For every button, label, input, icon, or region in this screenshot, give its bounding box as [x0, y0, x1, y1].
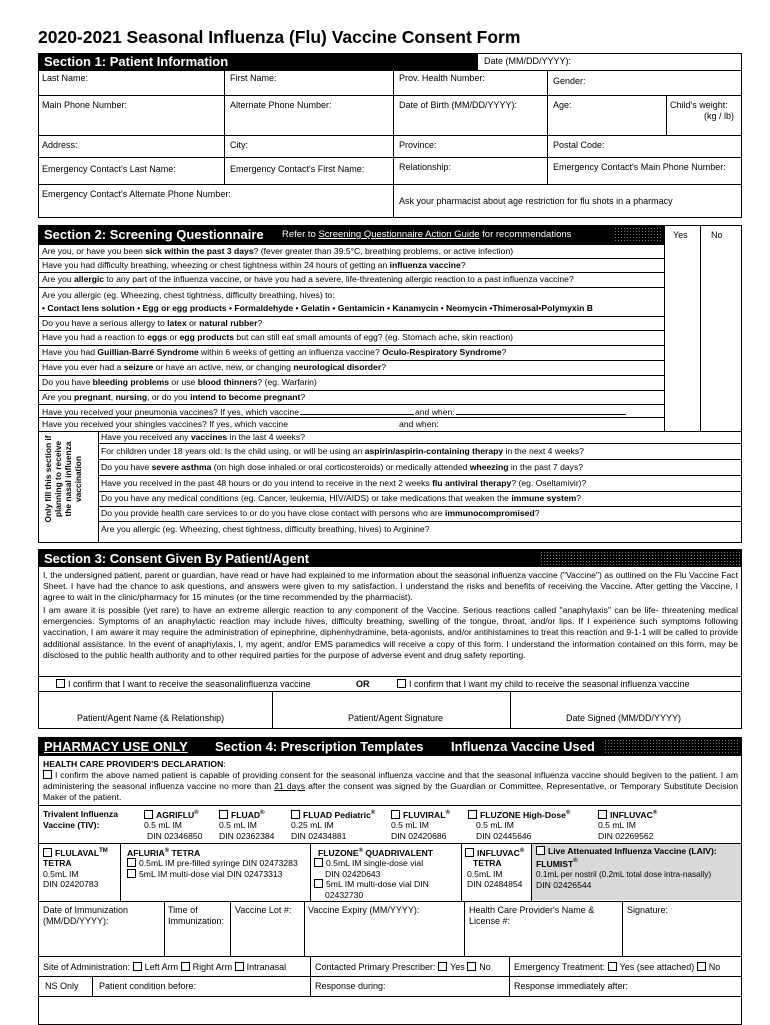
hcp-name-license-field[interactable]: Health Care Provider's Name & License #: [469, 905, 595, 926]
intranasal-option[interactable]: Intranasal [235, 962, 287, 972]
left-arm-option[interactable]: Left Arm [133, 962, 179, 972]
age-restriction-note: Ask your pharmacist about age restriction for flu shots in a pharmacy [399, 196, 673, 206]
fluzone-q-option-2[interactable]: 5mL IM multi-dose vial DIN [314, 879, 429, 889]
vaccine-fluad[interactable]: FLUAD® 0.5 mL IM DIN 02362384 [219, 809, 275, 841]
checkbox-icon[interactable] [235, 962, 244, 971]
vaccine-fluad-pediatric[interactable]: FLUAD Pediatric® 0.25 mL IM DIN 02434881 [291, 809, 376, 841]
emergency-treatment: Emergency Treatment: Yes (see attached) No [514, 962, 721, 972]
postal-field[interactable]: Postal Code: [553, 140, 605, 150]
afluria-option-1[interactable]: 0.5mL IM pre-filled syringe DIN 02473283 [127, 858, 298, 868]
consent-or: OR [356, 679, 370, 689]
checkbox-icon[interactable] [127, 858, 136, 867]
date-of-immunization-field[interactable]: Date of Immunization (MM/DD/YYYY): [43, 905, 129, 926]
address-field[interactable]: Address: [42, 140, 78, 150]
consent-child-checkbox[interactable]: I confirm that I want my child to receive the seasonal influenza vaccine [397, 679, 690, 689]
nasal-questions [98, 431, 742, 543]
health-number-field[interactable]: Prov. Health Number: [399, 73, 485, 83]
province-field[interactable]: Province: [399, 140, 437, 150]
question-allergic-components[interactable]: Are you allergic (eg. Wheezing, chest tightness, difficulty breathing, hives) to: • Contact lens solution • Egg or egg products • Formaldehyde • Gelatin • Gentamicin • Kanamycin • Neomycin •Thimerosal•Polymyxin B [38, 287, 664, 316]
hcp-declaration-text[interactable]: I confirm the above named patient is capable of providing consent for the seasonal influenza vaccine and that the seasonal influenza vaccine should begiven to the patient. I am administering the seasonal influenza vaccine no more than 21 days after the consent was signed by the Guardian or Committee, Representative, or Temporary Substitute Decision Maker of the patient. [43, 770, 738, 803]
checkbox-icon[interactable] [697, 962, 706, 971]
vaccine-agriflu[interactable]: AGRIFLU® 0.5 mL IM DIN 02346850 [144, 809, 203, 841]
question-sick[interactable]: Are you, or have you been sick within the past 3 days? (fever greater than 39.5°C, breathing problems, or active infection) [38, 244, 664, 258]
checkbox-icon[interactable] [314, 879, 323, 888]
checkbox-icon[interactable] [598, 810, 607, 819]
date-field[interactable]: Date (MM/DD/YYYY): [484, 56, 572, 66]
no-column-header: No [711, 230, 723, 240]
gender-field[interactable]: Gender: [553, 76, 586, 86]
fluzone-q-option-1[interactable]: 0.5mL IM single-dose vial [314, 858, 423, 868]
ec-last-name-field[interactable]: Emergency Contact's Last Name: [42, 164, 176, 174]
ec-main-phone-field[interactable]: Emergency Contact's Main Phone Number: [553, 162, 726, 172]
first-name-field[interactable]: First Name: [230, 73, 277, 83]
question-pregnant[interactable]: Are you pregnant, nursing, or do you intend to become pregnant? [38, 390, 664, 404]
question-shingles[interactable]: Have you received your shingles vaccines? If yes, which vaccine and when: [38, 417, 664, 431]
question-aspirin[interactable]: For children under 18 years old: Is the child using, or will be using an aspirin/aspirin-containing therapy in the next 4 weeks? [101, 446, 584, 456]
checkbox-icon[interactable] [397, 679, 406, 688]
date-signed-field[interactable]: Date Signed (MM/DD/YYYY) [566, 713, 682, 723]
right-arm-option[interactable]: Right Arm [181, 962, 233, 972]
prescriber-no-option[interactable]: No [467, 962, 491, 972]
checkbox-icon[interactable] [127, 869, 136, 878]
question-asthma[interactable]: Do you have severe asthma (on high dose inhaled or oral corticosteroids) or medically attended wheezing in the past 7 days? [101, 462, 584, 472]
dob-field[interactable]: Date of Birth (MM/DD/YYYY): [399, 100, 518, 110]
question-immunocompromised[interactable]: Do you provide health care services to or do you have close contact with persons who are immunocompromised? [101, 508, 540, 518]
last-name-field[interactable]: Last Name: [42, 73, 89, 83]
question-bleeding[interactable]: Do you have bleeding problems or use blood thinners? (eg. Warfarin) [38, 375, 664, 390]
checkbox-icon[interactable] [438, 962, 447, 971]
question-latex[interactable]: Do you have a serious allergy to latex or natural rubber? [38, 316, 664, 330]
city-field[interactable]: City: [230, 140, 248, 150]
childs-weight-unit: (kg / lb) [704, 111, 735, 121]
section3-title: Section 3: Consent Given By Patient/Agent [44, 551, 310, 566]
site-of-administration: Site of Administration: Left Arm Right Arm Intranasal [43, 962, 287, 972]
checkbox-icon[interactable] [536, 846, 545, 855]
pharmacy-use-only: PHARMACY USE ONLY [44, 739, 188, 754]
prescriber-yes-option[interactable]: Yes [438, 962, 465, 972]
patient-agent-signature-field[interactable]: Patient/Agent Signature [348, 713, 444, 723]
section2-refer-note: Refer to Screening Questionnaire Action Guide for recommendations [282, 229, 572, 240]
ec-first-name-field[interactable]: Emergency Contact's First Name: [230, 164, 365, 174]
checkbox-icon[interactable] [291, 810, 300, 819]
checkbox-icon[interactable] [314, 858, 323, 867]
hcp-signature-field[interactable]: Signature: [627, 905, 669, 915]
ns-only-label: NS Only [45, 981, 79, 991]
section4-title-2: Influenza Vaccine Used [451, 739, 595, 754]
time-of-immunization-field[interactable]: Time of Immunization: [168, 905, 225, 926]
checkbox-icon[interactable] [467, 962, 476, 971]
checkbox-icon[interactable] [608, 962, 617, 971]
response-after-field[interactable]: Response immediately after: [514, 981, 629, 991]
checkbox-icon[interactable] [43, 770, 52, 779]
checkbox-icon[interactable] [56, 679, 65, 688]
question-pneumonia[interactable]: Have you received your pneumonia vaccines? If yes, which vaccine and when: [38, 404, 664, 417]
checkbox-icon[interactable] [468, 810, 477, 819]
section4-title: Section 4: Prescription Templates [215, 739, 424, 754]
vaccine-fluzone-quadrivalent[interactable]: FLUZONE® QUADRIVALENT 0.5mL IM single-dose vial DIN 02420643 5mL IM multi-dose vial DIN 02432730 [314, 846, 433, 900]
checkbox-icon[interactable] [181, 962, 190, 971]
question-eggs[interactable]: Have you had a reaction to eggs or egg products but can still eat small amounts of egg? (eg. Stomach ache, skin reaction) [38, 330, 664, 345]
consent-paragraph-1: I, the undersigned patient, parent or guardian, have read or have had explained to me information about the seasonal influenza vaccine ("Vaccine") as outlined on the Flu Vaccine Fact Sheet. I have had the chance to ask questions, and answers were given to my satisfaction. I understand the risks and benefits of receiving the Vaccine. After getting the Vaccine, I agree to wait in the clinic/pharmacy for 15 minutes (or the time recommended by the pharmacist). [43, 570, 738, 603]
action-guide-link[interactable]: Screening Questionnaire Action Guide [318, 229, 480, 240]
vaccine-lot-field[interactable]: Vaccine Lot #: [235, 905, 292, 915]
vaccine-fluviral[interactable]: FLUVIRAL® 0.5 mL IM DIN 02420686 [391, 809, 450, 841]
checkbox-icon[interactable] [219, 810, 228, 819]
main-phone-field[interactable]: Main Phone Number: [42, 100, 128, 110]
checkbox-icon[interactable] [144, 810, 153, 819]
emergency-no-option[interactable]: No [697, 962, 721, 972]
hcp-declaration-heading: HEALTH CARE PROVIDER'S DECLARATION: [43, 759, 226, 769]
checkbox-icon[interactable] [133, 962, 142, 971]
vaccine-afluria-tetra[interactable]: AFLURIA® TETRA 0.5mL IM pre-filled syringe DIN 02473283 5mL IM multi-dose vial DIN 02473313 [127, 847, 298, 879]
vaccine-influvac-tetra[interactable]: INFLUVAC® TETRA 0.5mL IM DIN 02484854 [467, 847, 525, 890]
vaccine-flulaval-tetra[interactable]: FLULAVAL™ TETRA 0.5mL IM DIN 02420783 [43, 847, 108, 890]
checkbox-icon[interactable] [391, 810, 400, 819]
afluria-option-2[interactable]: 5mL IM multi-dose vial DIN 02473313 [127, 869, 282, 879]
vaccine-fluzone-high-dose[interactable]: FLUZONE High-Dose® 0.5 mL IM DIN 02445646 [468, 808, 570, 841]
consent-paragraph-2: I am aware it is possible (yet rare) to have an extreme allergic reaction to any component of the Vaccine. Serious reactions called "anaphylaxis" can be life- threatening medical emergencies. Symptoms of an anaphylactic reaction may include hives, difficulty breathing, swelling of the tongue, throat, and/or lips. If I experience such symptoms following vaccination, I am aware it may require the administration of epinephrine, diphenhydramine, beta-agonists, and/or antihistamines to treat this reaction and 9-1-1 will be called to provide additional assistance. In the event of anaphylaxis, I, my agent, and/or EMS paramedics will receive a copy of this form. I understand the information contained on this form, may be disclosed to the public health authority and to other required parties for the purpose of adverse event and drug safety reporting. [43, 605, 738, 660]
relationship-field[interactable]: Relationship: [399, 162, 452, 172]
ec-alt-phone-field[interactable]: Emergency Contact's Alternate Phone Number: [42, 189, 231, 199]
question-immune-system[interactable]: Do you have any medical conditions (eg. Cancer, leukemia, HIV/AIDS) or take medications that weaken the immune system? [101, 493, 582, 503]
vaccine-expiry-field[interactable]: Vaccine Expiry (MM/YYYY): [308, 905, 420, 915]
checkbox-icon[interactable] [465, 848, 474, 857]
childs-weight-field[interactable]: Child's weight: [670, 100, 728, 110]
consent-self-checkbox[interactable]: I confirm that I want to receive the seasonalinfluenza vaccine [56, 679, 311, 689]
vaccine-influvac[interactable]: INFLUVAC® 0.5 mL IM DIN 02269562 [598, 809, 658, 841]
question-seizure[interactable]: Have you ever had a seizure or have an active, new, or changing neurological disorder? [38, 360, 664, 375]
tiv-label: Trivalent Influenza Vaccine (TIV): [43, 809, 118, 830]
question-guillain-barre[interactable]: Have you had Guillian-Barré Syndrome within 6 weeks of getting an influenza vaccine? Oculo-Respiratory Syndrome? [38, 345, 664, 360]
section1-title: Section 1: Patient Information [44, 54, 229, 69]
question-antiviral[interactable]: Have you received in the past 48 hours or do you intend to receive in the next 2 weeks flu antiviral therapy? (eg. Oseltamivir)? [101, 478, 587, 488]
alt-phone-field[interactable]: Alternate Phone Number: [230, 100, 332, 110]
patient-agent-name-field[interactable]: Patient/Agent Name (& Relationship) [77, 713, 225, 723]
question-breathing[interactable]: Have you had difficulty breathing, wheezing or chest tightness within 24 hours of getting an influenza vaccine? [38, 258, 664, 272]
form-title: 2020-2021 Seasonal Influenza (Flu) Vaccine Consent Form [38, 27, 521, 47]
question-arginine[interactable]: Are you allergic (eg. Wheezing, chest tightness, difficulty breathing, hives) to Arginine? [101, 524, 430, 534]
question-recent-vaccines[interactable]: Have you received any vaccines in the last 4 weeks? [101, 432, 306, 442]
vaccine-laiv-flumist[interactable]: Live Attenuated Influenza Vaccine (LAIV): FLUMIST® 0.1mL per nostril (0.2mL total dose intra-nasally) DIN 02426544 [536, 846, 717, 891]
nasal-section-side-label: Only fill this section if planning to receive the nasal influenza vaccination [43, 435, 83, 523]
yes-column-header: Yes [673, 230, 688, 240]
question-allergic-vaccine[interactable]: Are you allergic to any part of the influenza vaccine, or have you had a severe, life-threatening allergic reaction to a past influenza vaccine? [38, 272, 664, 287]
contacted-primary-prescriber: Contacted Primary Prescriber: Yes No [315, 962, 491, 972]
patient-condition-before-field[interactable]: Patient condition before: [99, 981, 197, 991]
emergency-yes-option[interactable]: Yes (see attached) [608, 962, 695, 972]
section2-title: Section 2: Screening Questionnaire [44, 227, 264, 242]
response-during-field[interactable]: Response during: [315, 981, 386, 991]
age-field[interactable]: Age: [553, 100, 572, 110]
checkbox-icon[interactable] [43, 848, 52, 857]
